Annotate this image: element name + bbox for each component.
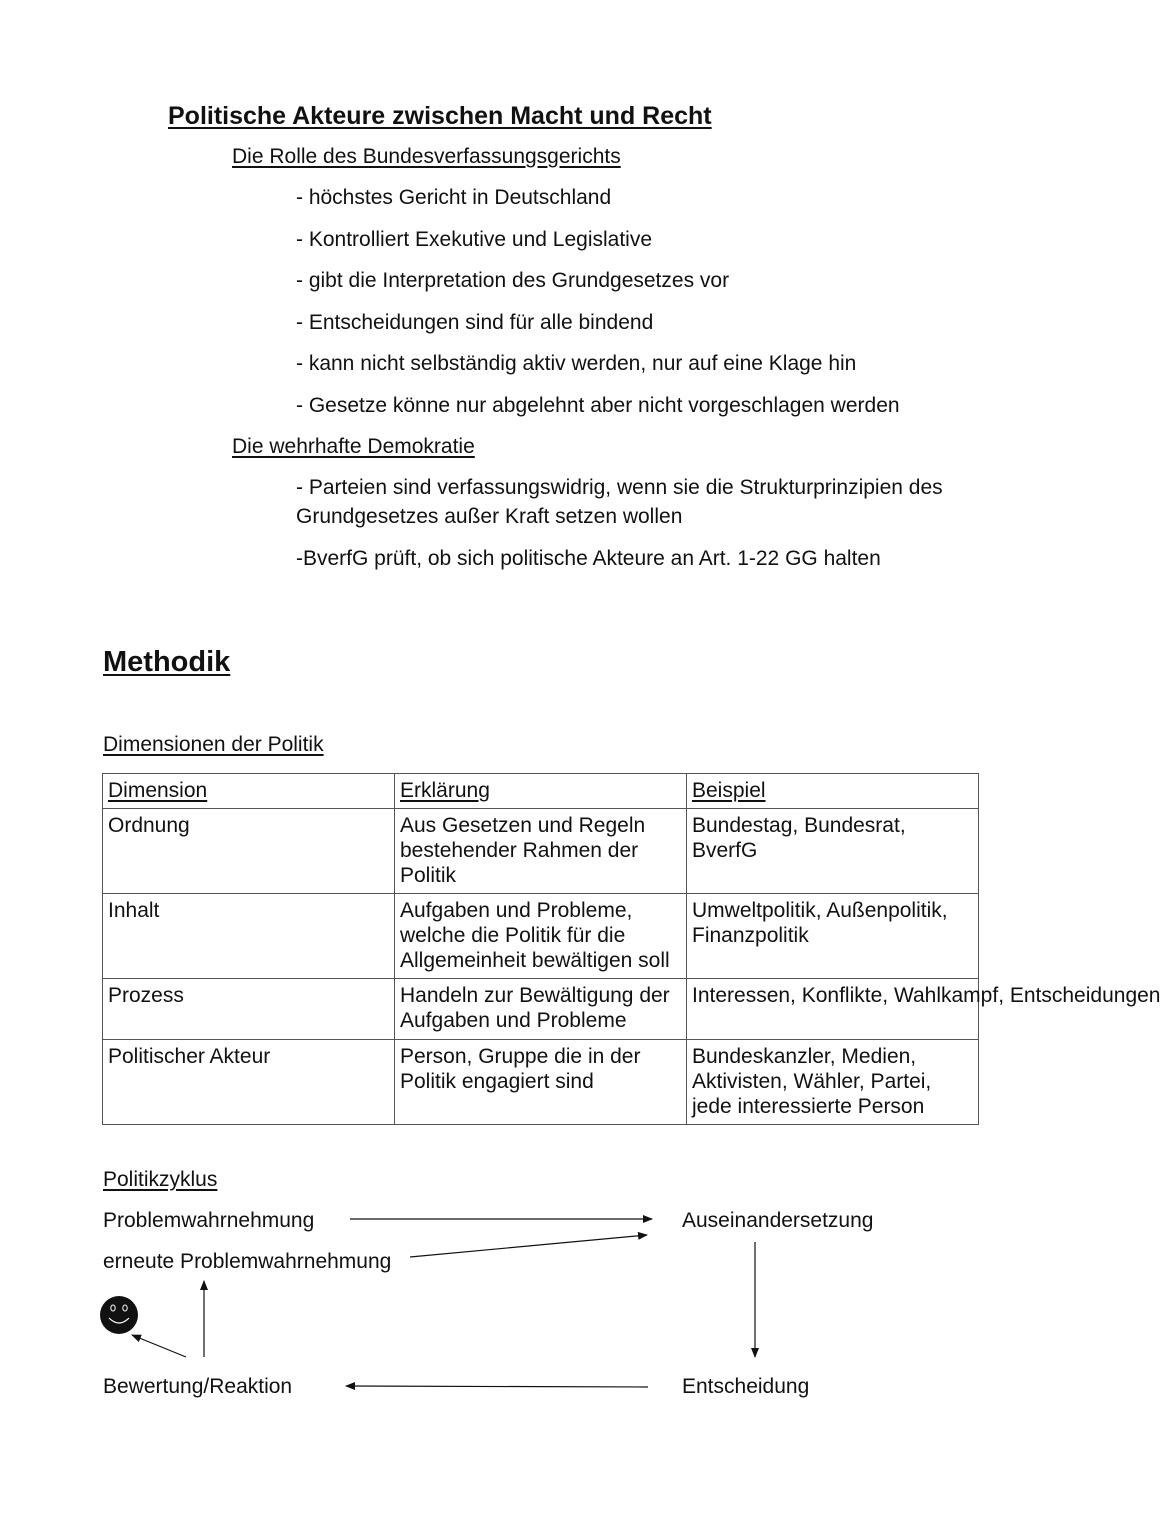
arrow-evaluation-to-smiley — [132, 1335, 186, 1357]
smiley-face-icon — [100, 1296, 138, 1334]
list-item: - gibt die Interpretation des Grundgesetzes vor — [296, 269, 730, 292]
subsection-heading-bverfg: Die Rolle des Bundesverfassungsgerichts — [232, 145, 621, 168]
cycle-title: Politikzyklus — [103, 1168, 218, 1191]
arrow-decision-to-evaluation — [346, 1386, 648, 1387]
table-cell: Aufgaben und Probleme, welche die Politik für die Allgemeinheit bewältigen soll — [395, 894, 687, 979]
table-cell: Umweltpolitik, Außenpolitik, Finanzpolitik — [687, 894, 979, 979]
list-item: - Entscheidungen sind für alle bindend — [296, 311, 654, 334]
list-item: -BverfG prüft, ob sich politische Akteure an Art. 1-22 GG halten — [296, 547, 881, 570]
column-header: Beispiel — [687, 774, 979, 809]
table-cell: Inhalt — [103, 894, 395, 979]
table-cell: Person, Gruppe die in der Politik engagiert sind — [395, 1040, 687, 1125]
table-cell: Ordnung — [103, 809, 395, 894]
table-cell: Handeln zur Bewältigung der Aufgaben und Probleme — [395, 979, 687, 1040]
cycle-node-debate: Auseinandersetzung — [682, 1209, 874, 1232]
table-cell: Politischer Akteur — [103, 1040, 395, 1125]
list-item: - kann nicht selbständig aktiv werden, nur auf eine Klage hin — [296, 352, 857, 375]
table-cell: Interessen, Konflikte, Wahlkampf, Entscheidungen — [687, 979, 979, 1040]
cycle-node-renewed: erneute Problemwahrnehmung — [103, 1250, 392, 1273]
table-title: Dimensionen der Politik — [103, 733, 324, 756]
cycle-node-problem: Problemwahrnehmung — [103, 1209, 315, 1232]
cycle-node-evaluation: Bewertung/Reaktion — [103, 1375, 293, 1398]
cycle-node-decision: Entscheidung — [682, 1375, 810, 1398]
list-item: - höchstes Gericht in Deutschland — [296, 186, 612, 209]
column-header: Dimension — [103, 774, 395, 809]
subsection-heading-democracy: Die wehrhafte Demokratie — [232, 435, 475, 458]
table-cell: Aus Gesetzen und Regeln bestehender Rahmen der Politik — [395, 809, 687, 894]
list-item: - Gesetze könne nur abgelehnt aber nicht vorgeschlagen werden — [296, 394, 900, 417]
section-title-methodik: Methodik — [103, 646, 231, 678]
table-cell: Prozess — [103, 979, 395, 1040]
arrow-renewed-to-debate — [410, 1235, 647, 1257]
list-item: - Parteien sind verfassungswidrig, wenn sie die Strukturprinzipien des Grundgesetzes außer Kraft setzen wollen — [296, 476, 943, 528]
table-cell: Bundestag, Bundesrat, BverfG — [687, 809, 979, 894]
column-header: Erklärung — [395, 774, 687, 809]
list-item: - Kontrolliert Exekutive und Legislative — [296, 228, 653, 251]
table-cell: Bundeskanzler, Medien, Aktivisten, Wähler, Partei, jede interessierte Person — [687, 1040, 979, 1125]
page-title: Politische Akteure zwischen Macht und Recht — [168, 102, 712, 130]
